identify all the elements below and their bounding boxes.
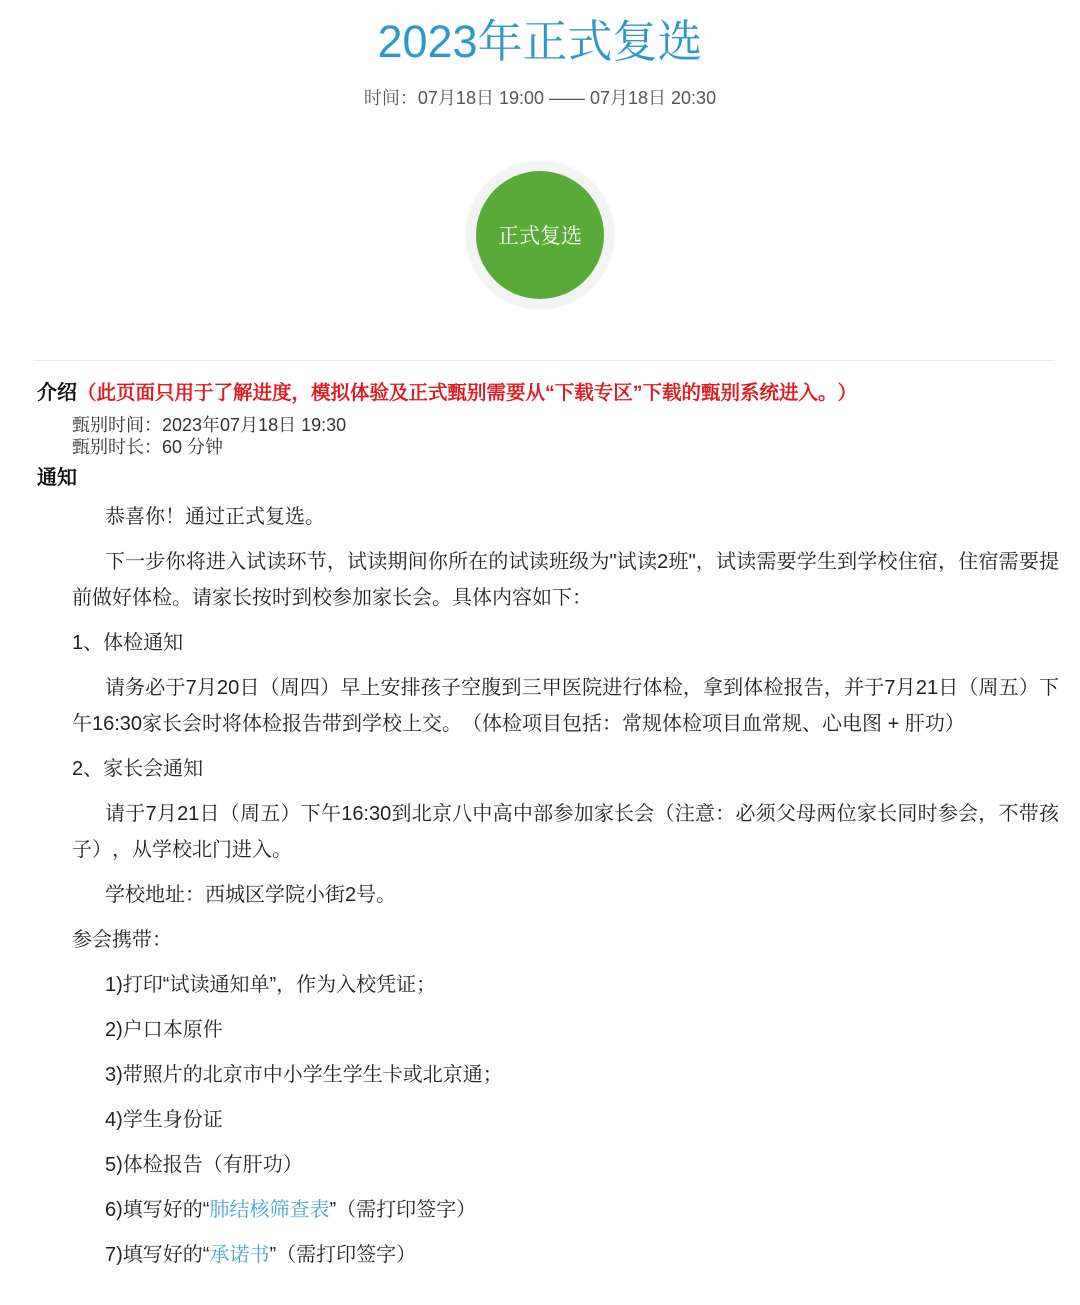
bring-item-5: 5)体检报告（有肝功） [105, 1154, 303, 1176]
notice-heading: 通知 [37, 467, 77, 489]
screening-time: 甄别时间：2023年07月18日 19:30 [72, 415, 347, 435]
bring-item-6 [72, 1192, 1059, 1228]
intro-heading: 介绍 [37, 382, 77, 404]
tb-screening-form-link[interactable]: 肺结核筛查表 [209, 1199, 330, 1221]
congratulation-text: 恭喜你！通过正式复选。 [105, 506, 325, 528]
start-final-selection-button[interactable]: 正式复选 [476, 171, 604, 299]
intro-heading-row [0, 379, 1080, 407]
bring-item-6-prefix: 6)填写好的“ [105, 1199, 210, 1221]
divider [33, 360, 1055, 361]
section-body-medical-exam: 请务必于7月20日（周四）早上安排孩子空腹到三甲医院进行体检，拿到体检报告，并于7月21日（周五）下午16:30家长会时将体检报告带到学校上交。（体检项目包括：常规体检项目血常规、心电图 + 肝功） [72, 677, 1059, 735]
intro-warning: （此页面只用于了解进度，模拟体验及正式甄别需要从“下载专区”下载的甄别系统进入。） [77, 382, 858, 404]
commitment-letter-link[interactable]: 承诺书 [209, 1244, 270, 1266]
section-title-parent-meeting: 2、家长会通知 [72, 758, 204, 780]
bring-item-7-prefix: 7)填写好的“ [105, 1244, 210, 1266]
bring-heading: 参会携带： [72, 929, 172, 951]
next-step-paragraph: 下一步你将进入试读环节，试读期间你所在的试读班级为"试读2班"，试读需要学生到学校住宿，住宿需要提前做好体检。请家长按时到校参加家长会。具体内容如下： [72, 551, 1059, 609]
start-button-area [0, 160, 1080, 310]
bring-item-6-suffix: ”（需打印签字） [329, 1199, 477, 1221]
event-time-range: 时间：07月18日 19:00 —— 07月18日 20:30 [363, 88, 717, 108]
screening-duration: 甄别时长：60 分钟 [72, 437, 224, 457]
start-button-ring [466, 161, 614, 309]
notice-body [72, 499, 1059, 1273]
section-body-parent-meeting: 请于7月21日（周五）下午16:30到北京八中高中部参加家长会（注意：必须父母两位家长同时参会，不带孩子），从学校北门进入。 [72, 803, 1059, 861]
bring-item-2: 2)户口本原件 [105, 1019, 223, 1041]
screening-info [0, 414, 1080, 458]
bring-item-7-suffix: ”（需打印签字） [269, 1244, 417, 1266]
page-title: 2023年正式复选 [377, 16, 703, 67]
section-title-medical-exam: 1、体检通知 [72, 632, 184, 654]
school-address: 学校地址：西城区学院小街2号。 [105, 884, 397, 906]
bring-item-3: 3)带照片的北京市中小学生学生卡或北京通； [105, 1064, 503, 1086]
bring-item-1: 1)打印“试读通知单”，作为入校凭证； [105, 974, 437, 996]
bring-item-7 [72, 1237, 1059, 1273]
bring-item-4: 4)学生身份证 [105, 1109, 223, 1131]
